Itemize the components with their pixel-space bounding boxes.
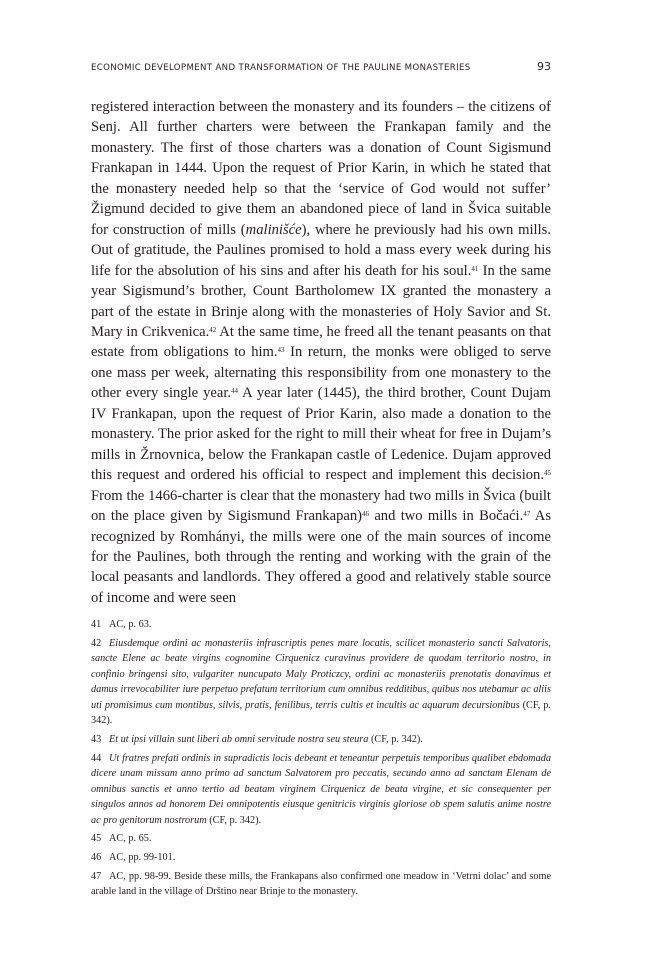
footnote-45 <box>91 831 551 847</box>
footnote-41 <box>91 617 551 633</box>
body-text-run: As recognized by Romhányi, the mills were one of the main sources of income for the Paulines, both through the renting and working with the grain of the local peasants and landlords. They offered a good and relatively stable source of income and were seen <box>91 508 551 606</box>
footnote-ref[interactable]: 44 <box>231 387 239 396</box>
page <box>91 60 551 623</box>
footnote-44 <box>91 751 551 829</box>
footnote-ref[interactable]: 47 <box>523 510 531 519</box>
footnote-46 <box>91 850 551 866</box>
body-text-run: registered interaction between the monastery and its founders – the citizens of Senj. All further charters were between the Frankapan family and the monastery. The first of those charters was a donation of Count Sigismund Frankapan in 1444. Upon the request of Prior Karin, in which he stated that the monastery needed help so that the ‘service of God would not suffer’ Žigmund decided to give them an abandoned piece of land in Švica suitable for construction of mills ( <box>91 99 551 238</box>
body-text-run: In return, the monks were obliged to serve one mass per week, alternating this responsibility from one monastery to the other every single year. <box>91 344 551 402</box>
body-text-run: From the 1466-charter is clear that the monastery had two mills in Švica (built on the place given by Sigismund Frankapan) <box>91 487 551 525</box>
body-text-run: A year later (1445), the third brother, Count Dujam IV Frankapan, upon the request of Prior Karin, also made a donation to the monastery. The prior asked for the right to mill their wheat for free in Dujam’s mills in Žrnovnica, below the Frankapan castle of Ledenice. Dujam approved this request and ordered his official to respect and implement this decision. <box>91 385 551 484</box>
footnote-quote: Et ut ipsi villain sunt liberi ab omni servitude nostra seu steura <box>109 733 369 745</box>
page-number: 93 <box>537 60 551 73</box>
body-text-run: ), where he previously had his own mills. Out of gratitude, the Paulines promised to hold a mass every week during his life for the absolution of his sins and after his death for his soul. <box>91 221 551 279</box>
footnote-text: AC, p. 63. <box>109 619 152 630</box>
footnote-ref[interactable]: 42 <box>209 326 217 335</box>
running-head <box>91 60 551 78</box>
footnote-42 <box>91 636 551 729</box>
footnote-quote: Ut fratres prefati ordinis in supradictis locis debeant et teneantur perpetuis temporibus qualibet ebdomada dicere unam missam anno primo ad sanctum Salvatorem pro peccatis, secundo anno ad sanctam Elenam de omnibus sanctis et anno tertio ad beatam virginem Cirquenicz de beata virgine, et sic consequenter per singulos annos ad honorem Dei omnipotentis eiusque genitricis virginis gloriose ob spem salutis anime nostre ac pro genitorum nostrorum <box>91 752 551 826</box>
footnote-number: 44 <box>91 752 102 764</box>
footnote-43 <box>91 732 551 748</box>
body-text-run: In the same year Sigismund’s brother, Count Bartholomew IX granted the monastery a part of the estate in Brinje along with the monasteries of Holy Savior and St. Mary in Crikvenica. <box>91 262 551 340</box>
footnote-text: (CF, p. 342). <box>91 699 551 727</box>
body-text-run: At the same time, he freed all the tenant peasants on that estate from obligations to him. <box>91 323 551 361</box>
footnote-47 <box>91 869 551 900</box>
body-paragraph <box>91 97 551 608</box>
running-title: ECONOMIC DEVELOPMENT AND TRANSFORMATION OF THE PAULINE MONASTERIES <box>91 63 471 73</box>
footnote-text: AC, p. 65. <box>109 833 152 845</box>
body-text-run: and two mills in Bočaći. <box>369 508 524 525</box>
footnote-number: 45 <box>91 833 102 845</box>
footnote-ref[interactable]: 41 <box>471 264 479 273</box>
footnote-number: 41 <box>91 619 102 630</box>
footnote-text: AC, pp. 98-99. Beside these mills, the Frankapans also confirmed one meadow in ‘Vetrni dolac’ and some arable land in the village of Drštino near Brinje to the monastery. <box>91 870 551 898</box>
footnote-ref[interactable]: 43 <box>277 346 285 355</box>
footnote-ref[interactable]: 46 <box>362 510 370 519</box>
footnote-number: 42 <box>91 637 102 649</box>
footnote-text: (CF, p. 342). <box>368 733 423 745</box>
footnote-text: (CF, p. 342). <box>206 814 262 826</box>
italic-term: malinišće <box>245 221 302 238</box>
footnote-quote: Eiusdemque ordini ac monasteriis infrascriptis penes mare locatis, scilicet monasterio sancti Salvatoris, sancte Elene ac beate virgins cognomine Cirquenicz curavinus providere de quodam territorio nostro, in confinio bringensi sito, vulgariter nuncupato Maly Proticzcy, ordini ac monasteriis prenotatis donavimus et damus irrevocabiliter iure perpetuo prefatum territorium cum omnibus redditibus, quibus nos utebamur ac aliis uti promisimus cum montibus, silvis, pratis, fenilibus, terris cultis et incultis ac aquarum decursionibus <box>91 637 551 711</box>
footnote-number: 46 <box>91 851 102 863</box>
footnote-text: AC, pp. 99-101. <box>109 851 176 863</box>
footnote-ref[interactable]: 45 <box>544 469 551 478</box>
footnote-number: 47 <box>91 870 102 882</box>
footnote-number: 43 <box>91 733 102 745</box>
footnotes <box>91 617 551 903</box>
